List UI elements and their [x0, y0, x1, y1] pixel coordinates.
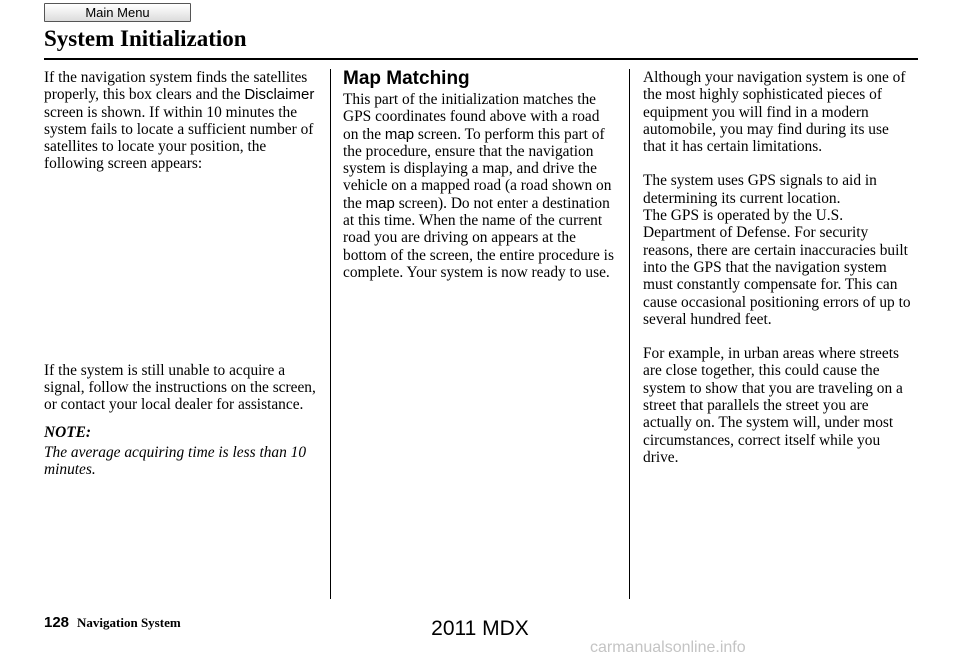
- note-text: The average acquiring time is less than 10 minutes.: [44, 443, 307, 479]
- section-heading: Map Matching: [343, 68, 470, 89]
- column-middle: [343, 68, 615, 281]
- watermark: carmanualsonline.info: [590, 639, 746, 656]
- page-title: System Initialization: [44, 26, 247, 51]
- page-number: 128: [44, 614, 70, 631]
- map-matching-paragraph: This part of the initialization matches the GPS coordinates found above with a road on the map screen. To perform this part of the procedure, ensure that the navigation system is displaying a map, and drive the vehicle on a mapped road (a road shown on the map screen). Do not enter a destination at this time. When the name of the current road you are driving on appears at the bottom of the screen, the entire procedure is complete. Your system is now ready to use.: [343, 91, 614, 281]
- column-left: [44, 69, 316, 479]
- note-label: NOTE:: [44, 423, 92, 441]
- example-paragraph: For example, in urban areas where streets are close together, this could cause the system to show that you are traveling on a street that parallels the street you are actually on. The system will, under most circumstances, correct itself while you drive.: [643, 345, 903, 466]
- disclaimer-term: Disclaimer: [244, 86, 315, 104]
- dod-paragraph: The GPS is operated by the U.S. Department of Defense. For security reasons, there are certain inaccuracies built into the GPS that the navigation system must constantly compensate for. This can cause occasional positioning errors of up to several hundred feet.: [643, 207, 911, 328]
- model-label: 2011 MDX: [431, 617, 529, 640]
- screen-image-placeholder: [44, 173, 316, 362]
- column-divider-1: [330, 69, 331, 599]
- map-term: map: [384, 125, 415, 143]
- main-menu-button[interactable]: Main Menu: [44, 3, 191, 22]
- limitations-paragraph: Although your navigation system is one of the most highly sophisticated pieces of equipment you will find in a modern automobile, you may find during its use that it has certain limitations.: [643, 69, 906, 156]
- title-divider: [44, 58, 918, 60]
- column-right: [643, 69, 915, 466]
- column-divider-2: [629, 69, 630, 599]
- footer-section-title: Navigation System: [77, 615, 181, 630]
- map-term: map: [365, 194, 395, 212]
- intro-paragraph: If the navigation system finds the satellites properly, this box clears and the Disclaimer screen is shown. If within 10 minutes the system fails to locate a sufficient number of satellites to locate your position, the following screen appears:: [44, 69, 315, 173]
- unable-paragraph: If the system is still unable to acquire a signal, follow the instructions on the screen, or contact your local dealer for assistance.: [44, 361, 316, 414]
- gps-paragraph: The system uses GPS signals to aid in determining its current location.: [643, 172, 877, 207]
